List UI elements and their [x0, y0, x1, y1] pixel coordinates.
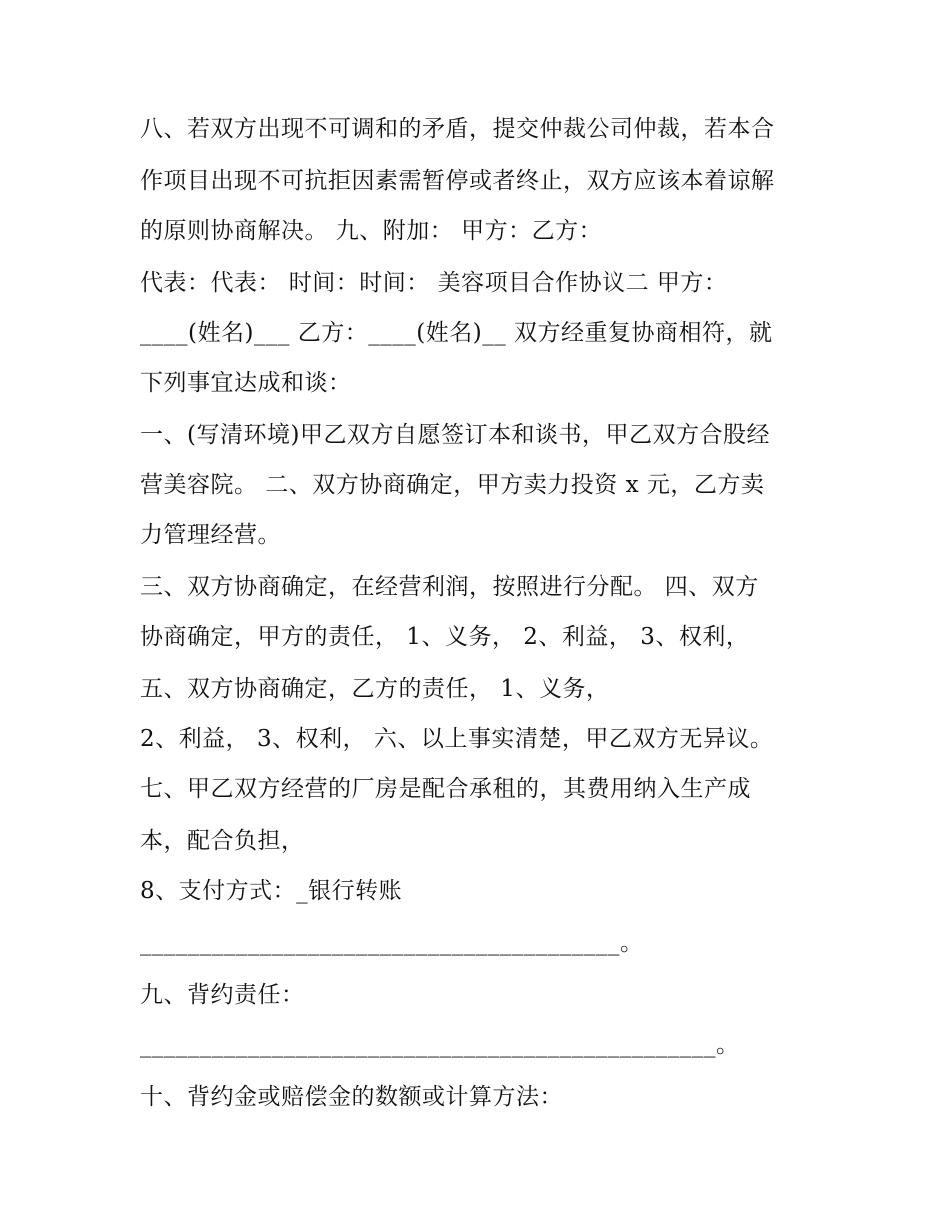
text-line: 代表：代表： 时间：时间： 美容项目合作协议二 甲方： — [140, 270, 728, 296]
text-line: 2、利益， 3、权利， 六、以上事实清楚，甲乙双方无异议。 — [140, 726, 774, 752]
text-line: 五、双方协商确定，乙方的责任， 1、义务， — [140, 676, 610, 702]
text-line: 的原则协商解决。 九、附加： 甲方：乙方： — [140, 218, 603, 244]
blank-underline: ________________________________________________。 — [140, 1032, 740, 1058]
text-line: 七、甲乙双方经营的厂房是配合承租的，其费用纳入生产成 — [140, 776, 751, 802]
text-line: 营美容院。 二、双方协商确定，甲方卖力投资 x 元，乙方卖 — [140, 472, 765, 498]
text-line: 作项目出现不可抗拒因素需暂停或者终止，双方应该本着谅解 — [140, 168, 775, 194]
text-line: 下列事宜达成和谈： — [140, 370, 352, 396]
text-line: 九、背约责任： — [140, 982, 305, 1008]
text-line: 一、(写清环境)甲乙双方自愿签订本和谈书，甲乙双方合股经 — [140, 422, 770, 448]
text-line: 协商确定，甲方的责任， 1、义务， 2、利益， 3、权利， — [140, 624, 750, 650]
text-line: 本，配合负担， — [140, 828, 305, 854]
text-line: ____(姓名)___ 乙方：____(姓名)__ 双方经重复协商相符，就 — [140, 320, 773, 346]
text-line: 十、背约金或赔偿金的数额或计算方法： — [140, 1084, 563, 1110]
text-line: 八、若双方出现不可调和的矛盾，提交仲裁公司仲裁，若本合 — [140, 116, 775, 142]
blank-underline: ________________________________________。 — [140, 930, 644, 956]
text-line: 三、双方协商确定，在经营利润，按照进行分配。 四、双方 — [140, 574, 759, 600]
text-line: 8、支付方式：_银行转账 — [140, 878, 403, 904]
text-line: 力管理经营。 — [140, 522, 281, 548]
